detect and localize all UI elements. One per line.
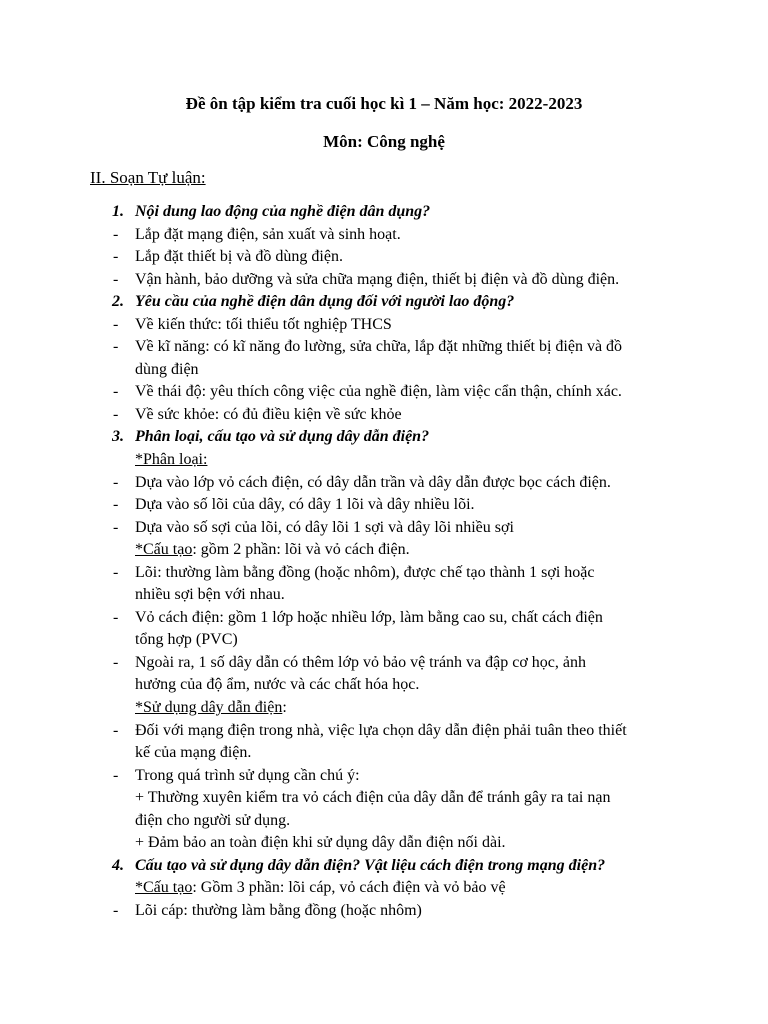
question-text: Yêu cầu của nghề điện dân dụng đối với người lao động? (135, 293, 515, 311)
bullet-dash: - (113, 721, 119, 739)
list-item-continuation: + Thường xuyên kiểm tra vỏ cách điện của dây dẫn để tránh gây ra tai nạn (135, 789, 611, 807)
list-item: - Dựa vào lớp vỏ cách điện, có dây dẫn trần và dây dẫn được bọc cách điện. (0, 472, 768, 495)
subject-title: Môn: Công nghệ (323, 132, 445, 151)
subheading-cau-tao: *Cấu tạo: gồm 2 phần: lõi và vỏ cách điện. (135, 541, 410, 559)
bullet-dash: - (113, 405, 119, 423)
document-title: Đề ôn tập kiểm tra cuối học kì 1 – Năm học: 2022-2023 (185, 94, 583, 113)
bullet-dash: - (113, 248, 119, 266)
list-item: - Lắp đặt thiết bị và đồ dùng điện. (0, 246, 768, 269)
bullet-dash: - (113, 518, 119, 536)
subheading-cau-tao: *Cấu tạo: Gồm 3 phần: lõi cáp, vỏ cách điện và vỏ bảo vệ (135, 879, 506, 897)
list-item: - Đối với mạng điện trong nhà, việc lựa chọn dây dẫn điện phải tuân theo thiết (0, 720, 768, 743)
list-item: - Vỏ cách điện: gồm 1 lớp hoặc nhiều lớp, làm bằng cao su, chất cách điện (0, 607, 768, 630)
list-item: - Trong quá trình sử dụng cần chú ý: (0, 765, 768, 788)
list-item-continuation: dùng điện (135, 360, 199, 378)
bullet-dash: - (113, 225, 119, 243)
question-number: 1. (112, 203, 124, 220)
question-text: Cấu tạo và sử dụng dây dẫn điện? Vật liệu cách điện trong mạng điện? (135, 856, 606, 874)
list-item-continuation: nhiều sợi bện với nhau. (135, 586, 285, 604)
bullet-dash: - (113, 270, 119, 288)
list-item: - Về kiến thức: tối thiểu tốt nghiệp THCS (0, 314, 768, 337)
list-item: - Vận hành, bảo dưỡng và sửa chữa mạng điện, thiết bị điện và đồ dùng điện. (0, 269, 768, 292)
list-item-continuation: hưởng của độ ẩm, nước và các chất hóa học. (135, 676, 420, 694)
bullet-dash: - (113, 608, 119, 626)
bullet-dash: - (113, 496, 119, 514)
question-3 (0, 426, 768, 449)
document-content (0, 201, 768, 923)
subheading-phan-loai: *Phân loại: (135, 451, 208, 469)
question-4 (0, 855, 768, 878)
list-item: - Ngoài ra, 1 số dây dẫn có thêm lớp vỏ bảo vệ tránh va đập cơ học, ảnh (0, 652, 768, 675)
bullet-dash: - (113, 383, 119, 401)
bullet-dash: - (113, 653, 119, 671)
subheading-su-dung: *Sử dụng dây dẫn điện: (135, 699, 287, 717)
question-number: 2. (112, 293, 124, 311)
list-item-continuation: + Đảm bảo an toàn điện khi sử dụng dây dẫn điện nối dài. (135, 834, 506, 852)
question-2 (0, 291, 768, 314)
list-item: - Lõi cáp: thường làm bằng đồng (hoặc nhôm) (0, 900, 768, 923)
list-item-continuation: kế của mạng điện. (135, 744, 252, 762)
question-number: 3. (112, 428, 124, 446)
list-item: - Lõi: thường làm bằng đồng (hoặc nhôm), được chế tạo thành 1 sợi hoặc (0, 562, 768, 585)
question-text: Nội dung lao động của nghề điện dân dụng? (135, 203, 431, 220)
list-item: - Về thái độ: yêu thích công việc của nghề điện, làm việc cẩn thận, chính xác. (0, 381, 768, 404)
question-1 (0, 201, 768, 224)
bullet-dash: - (113, 766, 119, 784)
list-item: - Về sức khỏe: có đủ điều kiện về sức khỏe (0, 404, 768, 427)
list-item: - Dựa vào số lõi của dây, có dây 1 lõi và dây nhiều lõi. (0, 494, 768, 517)
question-text: Phân loại, cấu tạo và sử dụng dây dẫn điện? (135, 428, 430, 446)
bullet-dash: - (113, 563, 119, 581)
list-item: - Dựa vào số sợi của lõi, có dây lõi 1 sợi và dây lõi nhiều sợi (0, 517, 768, 540)
list-item: - Lắp đặt mạng điện, sản xuất và sinh hoạt. (0, 224, 768, 247)
list-item: - Về kĩ năng: có kĩ năng đo lường, sửa chữa, lắp đặt những thiết bị điện và đồ (0, 336, 768, 359)
bullet-dash: - (113, 901, 119, 919)
question-number: 4. (112, 856, 124, 874)
list-item-continuation: điện cho người sử dụng. (135, 811, 291, 829)
section-heading: II. Soạn Tự luận: (90, 168, 206, 187)
bullet-dash: - (113, 338, 119, 356)
bullet-dash: - (113, 473, 119, 491)
list-item-continuation: tổng hợp (PVC) (135, 631, 238, 649)
bullet-dash: - (113, 315, 119, 333)
